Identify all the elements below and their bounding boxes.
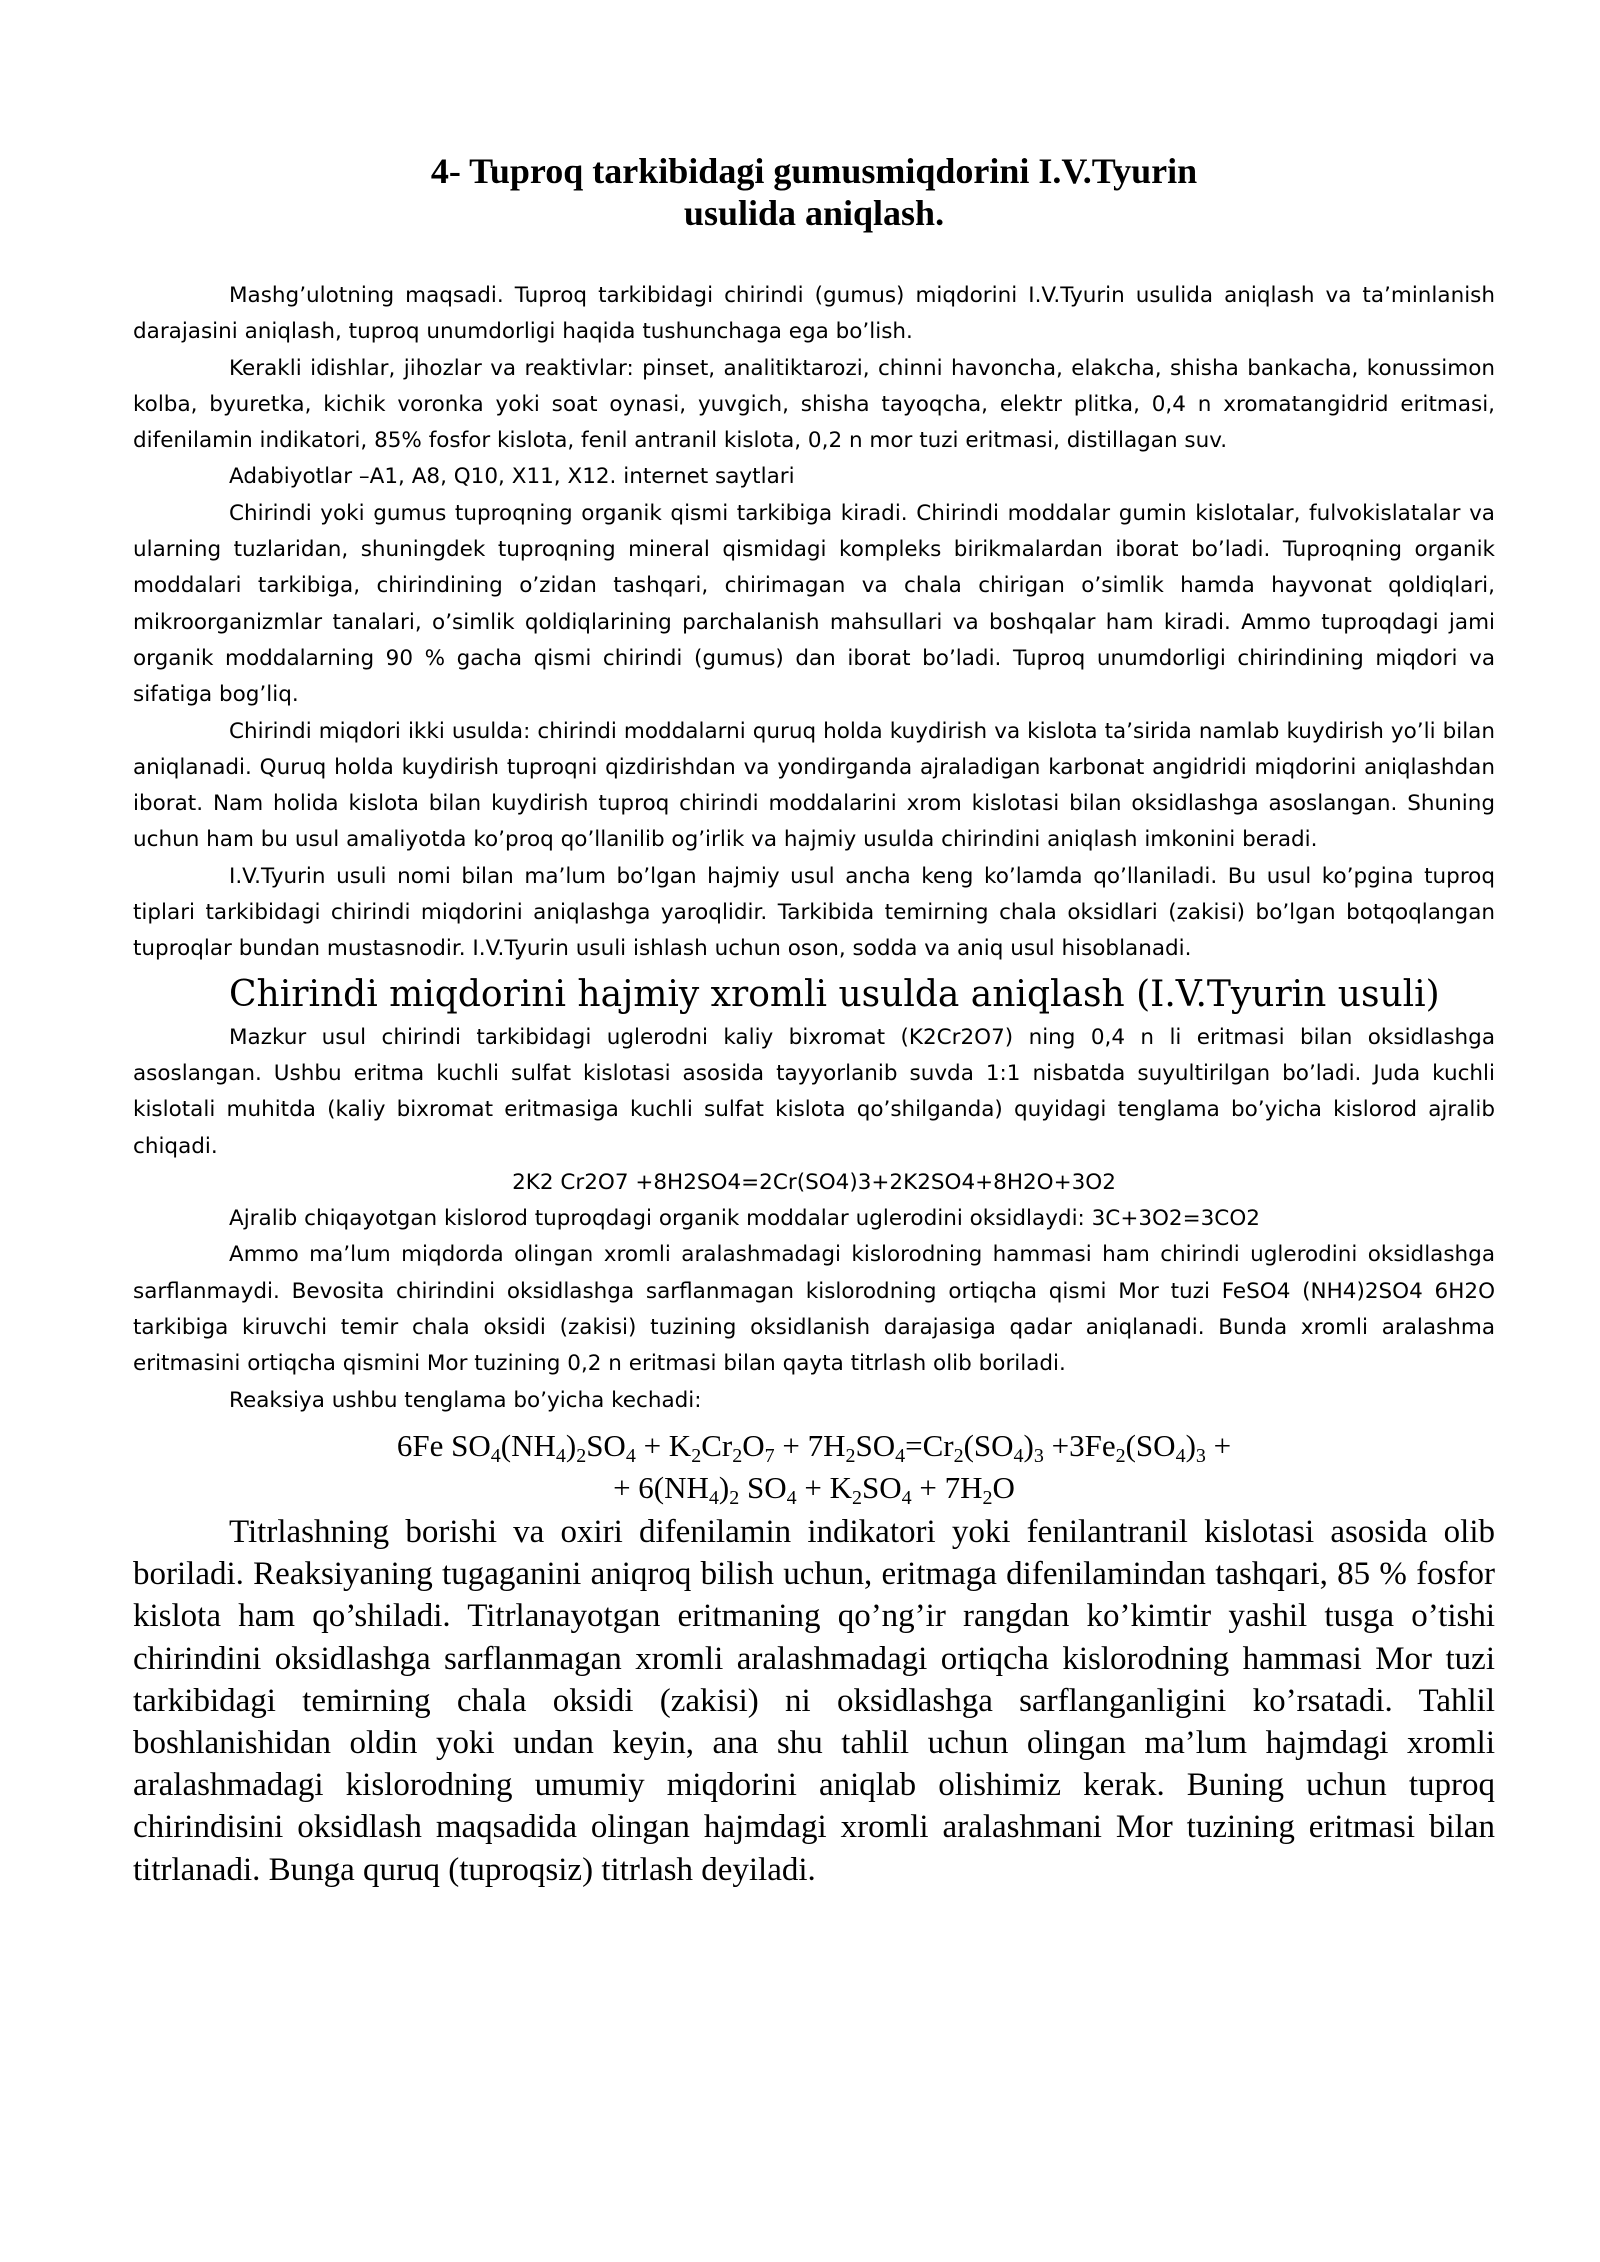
formula-subscript: 2 <box>845 1444 856 1467</box>
paragraph-oxygen-oxidation: Ajralib chiqayotgan kislorod tuproqdagi organik moddalar uglerodini oksidlaydi: 3C+3O2=3CO2 <box>229 1206 1260 1232</box>
formula-subscript: 4 <box>895 1444 906 1467</box>
paragraph-mohr-salt: Ammo ma’lum miqdorda olingan xromli aralashmadagi kislorodning hammasi ham chirindi uglerodini oksidlashga sarflanmaydi. Bevosita chirindini oksidlashga sarflanmagan kislorodning ortiqcha qismi Mor tuzi FeSO4 (NH4)2SO4 6H2O tarkibiga kiruvchi temir chala oksidi (zakisi) tuzining oksidlanish darajasiga qadar aniqlanadi. Bunda xromli aralashma eritmasini ortiqcha qismini Mor tuzining 0,2 n eritmasi bilan qayta titrlash olib boriladi. <box>133 1242 1495 1377</box>
formula-subscript: 4 <box>786 1486 797 1509</box>
equation-dichromate: 2K2 Cr2O7 +8H2SO4=2Cr(SO4)3+2K2SO4+8H2O+3O2 <box>512 1169 1116 1195</box>
formula-subscript: 2 <box>953 1444 964 1467</box>
formula-subscript: 3 <box>1195 1444 1206 1467</box>
paragraph-humus-methods: Chirindi miqdori ikki usulda: chirindi moddalarni quruq holda kuydirish va kislota ta’sirida namlab kuydirish yo’li bilan aniqlanadi. Quruq holda kuydirish tuproqni qizdirishdan va yondirganda ajraladigan karbonat angidridi miqdorini aniqlashdan iborat. Nam holida kislota bilan kuydirish tuproq chirindi moddalarini xrom kislotasi bilan oksidlashga asoslangan. Shuning uchun ham bu usul amaliyotda ko’proq qo’llanilib og’irlik va hajmiy usulda chirindini aniqlash imkonini beradi. <box>133 718 1495 853</box>
paragraph-objective: Mashg’ulotning maqsadi. Tuproq tarkibidagi chirindi (gumus) miqdorini I.V.Tyurin usulida aniqlash va ta’minlanish darajasini aniqlash, tuproq unumdorligi haqida tushunchaga ega bo’lish. <box>133 283 1495 345</box>
formula-subscript: 4 <box>490 1444 501 1467</box>
formula-subscript: 2 <box>982 1486 993 1509</box>
document-page <box>133 150 1495 1891</box>
formula-subscript: 7 <box>764 1444 775 1467</box>
reaction-formula <box>133 1425 1495 1509</box>
paragraph-humus-intro: Chirindi yoki gumus tuproqning organik qismi tarkibiga kiradi. Chirindi moddalar gumin kislotalar, fulvokislatalar va ularning tuzlaridan, shuningdek tuproqning mineral qismidagi kompleks birikmalardan iborat bo’ladi. Tuproqning organik moddalari tarkibiga, chirindining o’zidan tashqari, chirimagan va chala chirigan o’simlik hamda hayvonat qoldiqlari, mikroorganizmlar tanalari, o’simlik qoldiqlarining parchalanish mahsullari va boshqalar ham kiradi. Ammo tuproqdagi jami organik moddalarning 90 % gacha qismi chirindi (gumus) dan iborat bo’ladi. Tuproq unumdorligi chirindining miqdori va sifatiga bog’liq. <box>133 500 1495 708</box>
formula-subscript: 4 <box>1175 1444 1186 1467</box>
paragraph-equipment: Kerakli idishlar, jihozlar va reaktivlar: pinset, analitiktarozi, chinni havoncha, elakcha, shisha bankacha, konussimon kolba, byuretka, kichik voronka yoki soat oynasi, yuvgich, shisha tayoqcha, elektr plitka, 0,4 n xromatangidrid eritmasi, difenilamin indikatori, 85% fosfor kislota, fenil antranil kislota, 0,2 n mor tuzi eritmasi, distillagan suv. <box>133 355 1495 454</box>
formula-subscript: 2 <box>1115 1444 1126 1467</box>
formula-subscript: 4 <box>708 1486 719 1509</box>
formula-subscript: 2 <box>729 1486 740 1509</box>
section-heading: Chirindi miqdorini hajmiy xromli usulda aniqlash (I.V.Tyurin usuli) <box>229 973 1440 1015</box>
paragraph-references: Adabiyotlar –A1, A8, Q10, X11, X12. internet saytlari <box>229 464 795 490</box>
formula-subscript: 2 <box>732 1444 743 1467</box>
title-line-2: usulida aniqlash. <box>683 193 945 233</box>
formula-line-2: + $6(NH_4)_2$ $SO_4 + K_2SO_4 + 7H_2O$ <box>613 1469 1015 1509</box>
formula-subscript: 2 <box>576 1444 587 1467</box>
paragraph-titration: Titrlashning borishi va oxiri difenilamin indikatori yoki fenilantranil kislotasi asosida olib boriladi. Reaksiyaning tugaganini aniqroq bilish uchun, eritmaga difenilamindan tashqari, 85 % fosfor kislota ham qo’shiladi. Titrlanayotgan eritmaning qo’ng’ir rangdan ko’kimtir yashil tusga o’tishi chirindini oksidlashga sarflanmagan xromli aralashmadagi ortiqcha kislorodning hammasi Mor tuzi tarkibidagi temirning chala oksidi (zakisi) ni oksidlashga sarflanganligini ko’rsatadi. Tahlil boshlanishidan oldin yoki undan keyin, ana shu tahlil uchun olingan ma’lum hajmdagi xromli aralashmadagi kislorodning umumiy miqdorini aniqlab olishimiz kerak. Buning uchun tuproq chirindisini oksidlash maqsadida olingan hajmdagi xromli aralashmani Mor tuzining eritmasi bilan titrlanadi. Bunga quruq (tuproqsiz) titrlash deyiladi. <box>133 1513 1495 1888</box>
formula-subscript: 4 <box>625 1444 636 1467</box>
paragraph-reaction-intro: Reaksiya ushbu tenglama bo’yicha kechadi: <box>229 1387 702 1413</box>
formula-subscript: 2 <box>691 1444 702 1467</box>
formula-line-1: 6Fe $SO_4(NH_4)_2SO_4 + K_2Cr_2O_7 + 7H_2SO_4=Cr_2(SO_4)_3 +3Fe_2(SO_4)_3$ + <box>396 1427 1232 1467</box>
formula-subscript: 2 <box>852 1486 863 1509</box>
formula-subscript: 3 <box>1033 1444 1044 1467</box>
paragraph-method-basis: Mazkur usul chirindi tarkibidagi uglerodni kaliy bixromat (K2Cr2O7) ning 0,4 n li eritmasi bilan oksidlashga asoslangan. Ushbu eritma kuchli sulfat kislotasi asosida tayyorlanib suvda 1:1 nisbatda suyultirilgan bo’ladi. Juda kuchli kislotali muhitda (kaliy bixromat eritmasiga kuchli sulfat kislota qo’shilganda) quyidagi tenglama bo’yicha kislorod ajralib chiqadi. <box>133 1024 1495 1159</box>
formula-subscript: 4 <box>555 1444 566 1467</box>
title-line-1: 4- Tuproq tarkibidagi gumusmiqdorini I.V.Tyurin <box>430 151 1198 191</box>
paragraph-tyurin-method: I.V.Tyurin usuli nomi bilan ma’lum bo’lgan hajmiy usul ancha keng ko’lamda qo’llaniladi. Bu usul ko’pgina tuproq tiplari tarkibidagi chirindi miqdorini aniqlashga yaroqlidir. Tarkibida temirning chala oksidlari (zakisi) bo’lgan botqoqlangan tuproqlar bundan mustasnodir. I.V.Tyurin usuli ishlash uchun oson, sodda va aniq usul hisoblanadi. <box>133 863 1495 962</box>
formula-subscript: 4 <box>1013 1444 1024 1467</box>
formula-subscript: 4 <box>901 1486 912 1509</box>
page-title <box>133 150 1495 234</box>
